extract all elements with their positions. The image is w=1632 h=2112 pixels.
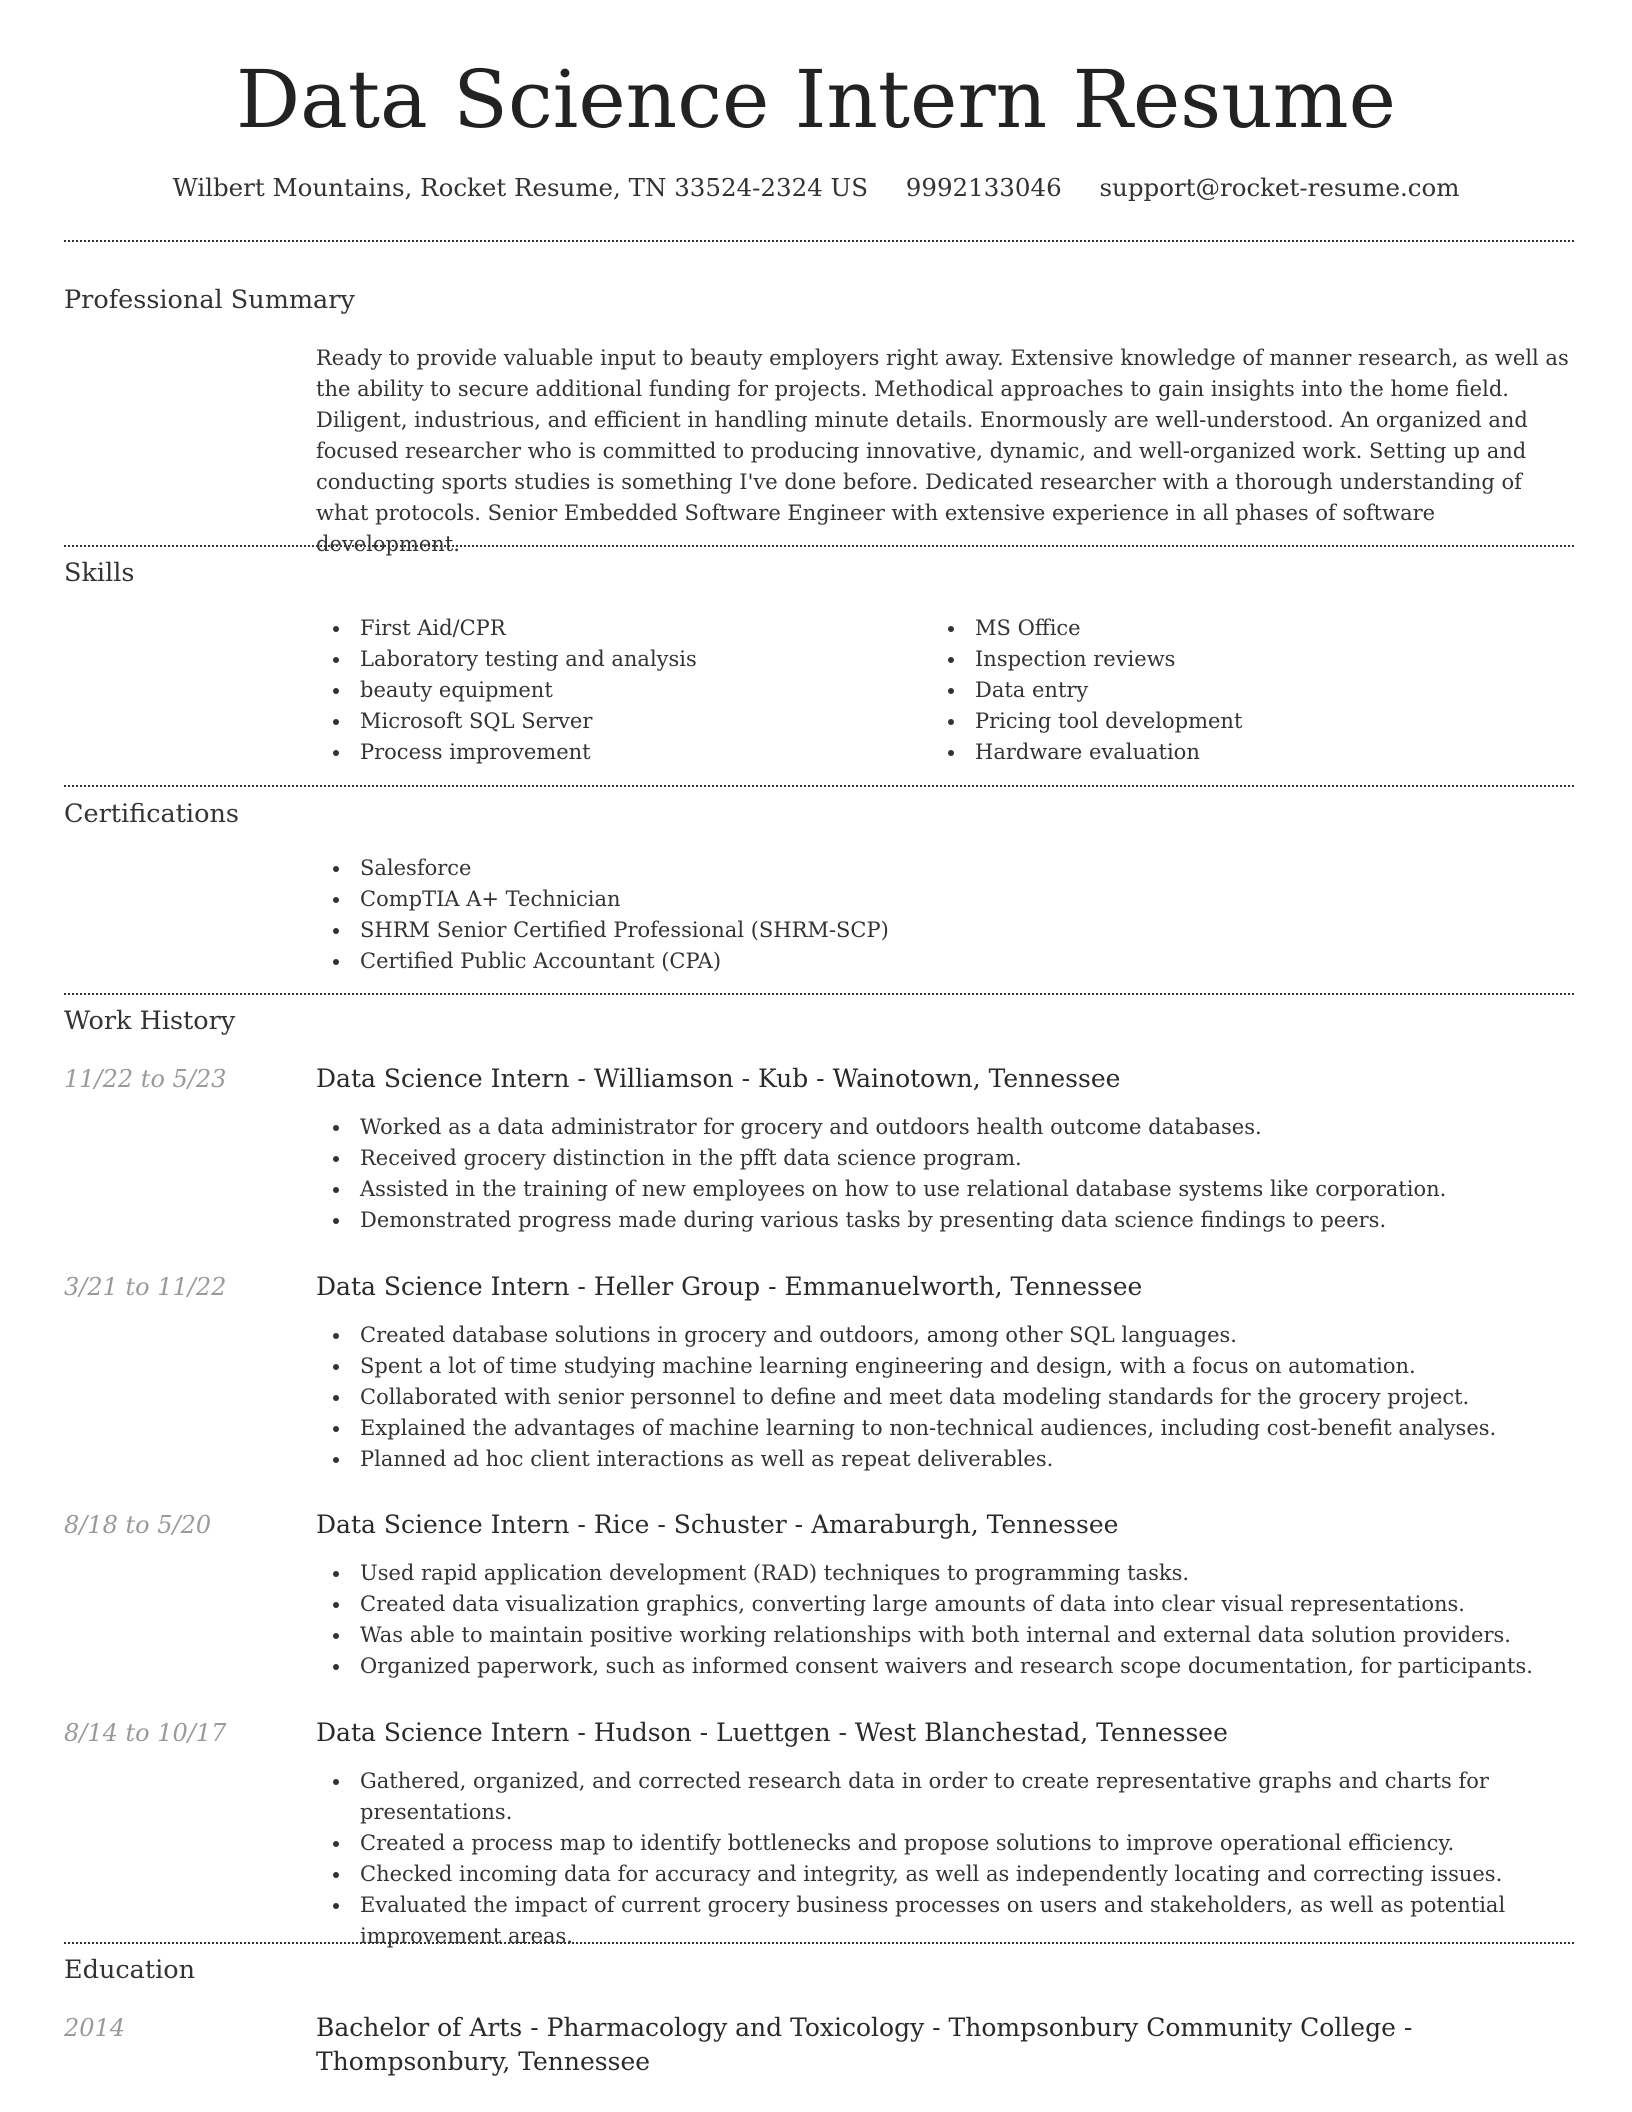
education-date: 2014 xyxy=(64,2014,126,2042)
job-title: Data Science Intern - Williamson - Kub - Wainotown, Tennessee xyxy=(316,1064,1121,1093)
job-bullet: Worked as a data administrator for grocery and outdoors health outcome databases. xyxy=(316,1112,1576,1143)
job-bullet: Spent a lot of time studying machine learning engineering and design, with a focus on automation. xyxy=(316,1351,1576,1382)
divider xyxy=(64,993,1574,995)
job-bullet: Was able to maintain positive working relationships with both internal and external data solution providers. xyxy=(316,1620,1576,1651)
contact-line xyxy=(0,170,1632,206)
divider xyxy=(64,1942,1574,1944)
job-bullet: Created database solutions in grocery and outdoors, among other SQL languages. xyxy=(316,1320,1576,1351)
job-bullet: Assisted in the training of new employees on how to use relational database systems like corporation. xyxy=(316,1174,1576,1205)
certifications-list xyxy=(316,853,1566,977)
skill-item: Microsoft SQL Server xyxy=(316,706,916,737)
section-title-work: Work History xyxy=(64,1006,236,1036)
job-bullet: Used rapid application development (RAD) techniques to programming tasks. xyxy=(316,1558,1576,1589)
skill-item: MS Office xyxy=(931,613,1571,644)
section-title-skills: Skills xyxy=(64,558,135,588)
job-bullet: Gathered, organized, and corrected research data in order to create representative graphs and charts for presentations. xyxy=(316,1766,1576,1828)
skill-item: beauty equipment xyxy=(316,675,916,706)
education-title: Bachelor of Arts - Pharmacology and Toxicology - Thompsonbury Community College - Thompsonbury, Tennessee xyxy=(316,2013,1413,2076)
divider xyxy=(64,785,1574,787)
job-bullet: Organized paperwork, such as informed consent waivers and research scope documentation, for participants. xyxy=(316,1651,1576,1682)
section-title-education: Education xyxy=(64,1955,196,1985)
job-bullet: Demonstrated progress made during various tasks by presenting data science findings to peers. xyxy=(316,1205,1576,1236)
skill-item: Laboratory testing and analysis xyxy=(316,644,916,675)
certification-item: SHRM Senior Certified Professional (SHRM-SCP) xyxy=(316,915,1566,946)
job-title: Data Science Intern - Rice - Schuster - Amaraburgh, Tennessee xyxy=(316,1510,1119,1539)
certification-item: CompTIA A+ Technician xyxy=(316,884,1566,915)
job-bullet: Explained the advantages of machine learning to non-technical audiences, including cost-benefit analyses. xyxy=(316,1413,1576,1444)
job-date: 3/21 to 11/22 xyxy=(64,1273,227,1301)
job-date: 11/22 to 5/23 xyxy=(64,1065,227,1093)
contact-email: support@rocket-resume.com xyxy=(1099,173,1460,202)
skills-list-left xyxy=(316,613,916,768)
job-bullets xyxy=(316,1558,1576,1682)
section-title-summary: Professional Summary xyxy=(64,285,355,315)
job-bullet: Received grocery distinction in the pfft data science program. xyxy=(316,1143,1576,1174)
skills-list-right xyxy=(931,613,1571,768)
job-bullets xyxy=(316,1112,1576,1236)
skill-item: Pricing tool development xyxy=(931,706,1571,737)
job-title: Data Science Intern - Hudson - Luettgen - West Blanchestad, Tennessee xyxy=(316,1718,1228,1747)
job-bullets xyxy=(316,1320,1576,1475)
skill-item: Inspection reviews xyxy=(931,644,1571,675)
job-bullet: Created data visualization graphics, converting large amounts of data into clear visual representations. xyxy=(316,1589,1576,1620)
job-date: 8/14 to 10/17 xyxy=(64,1719,227,1747)
job-title: Data Science Intern - Heller Group - Emmanuelworth, Tennessee xyxy=(316,1272,1143,1301)
skill-item: Process improvement xyxy=(316,737,916,768)
summary-text: Ready to provide valuable input to beauty employers right away. Extensive knowledge of manner research, as well as the ability to secure additional funding for projects. Methodical approaches to gain insights into the home field. Diligent, industrious, and efficient in handling minute details. Enormously are well-understood. An organized and focused researcher who is committed to producing innovative, dynamic, and well-organized work. Setting up and conducting sports studies is something I've done before. Dedicated researcher with a thorough understanding of what protocols. Senior Embedded Software Engineer with extensive experience in all phases of software development. xyxy=(316,346,1569,556)
job-date: 8/18 to 5/20 xyxy=(64,1511,212,1539)
section-title-certifications: Certifications xyxy=(64,799,239,829)
contact-phone: 9992133046 xyxy=(905,173,1062,202)
skill-item: First Aid/CPR xyxy=(316,613,916,644)
job-bullet: Planned ad hoc client interactions as well as repeat deliverables. xyxy=(316,1444,1576,1475)
skill-item: Data entry xyxy=(931,675,1571,706)
certification-item: Salesforce xyxy=(316,853,1566,884)
job-bullet: Collaborated with senior personnel to define and meet data modeling standards for the grocery project. xyxy=(316,1382,1576,1413)
job-bullets xyxy=(316,1766,1576,1952)
job-bullet: Checked incoming data for accuracy and integrity, as well as independently locating and correcting issues. xyxy=(316,1859,1576,1890)
resume-title: Data Science Intern Resume xyxy=(236,53,1396,146)
skill-item: Hardware evaluation xyxy=(931,737,1571,768)
contact-address: Wilbert Mountains, Rocket Resume, TN 33524-2324 US xyxy=(172,173,868,202)
certification-item: Certified Public Accountant (CPA) xyxy=(316,946,1566,977)
job-bullet: Created a process map to identify bottlenecks and propose solutions to improve operational efficiency. xyxy=(316,1828,1576,1859)
divider xyxy=(64,240,1574,242)
job-bullet: Evaluated the impact of current grocery business processes on users and stakeholders, as well as potential improvement areas. xyxy=(316,1890,1576,1952)
divider xyxy=(64,545,1574,547)
